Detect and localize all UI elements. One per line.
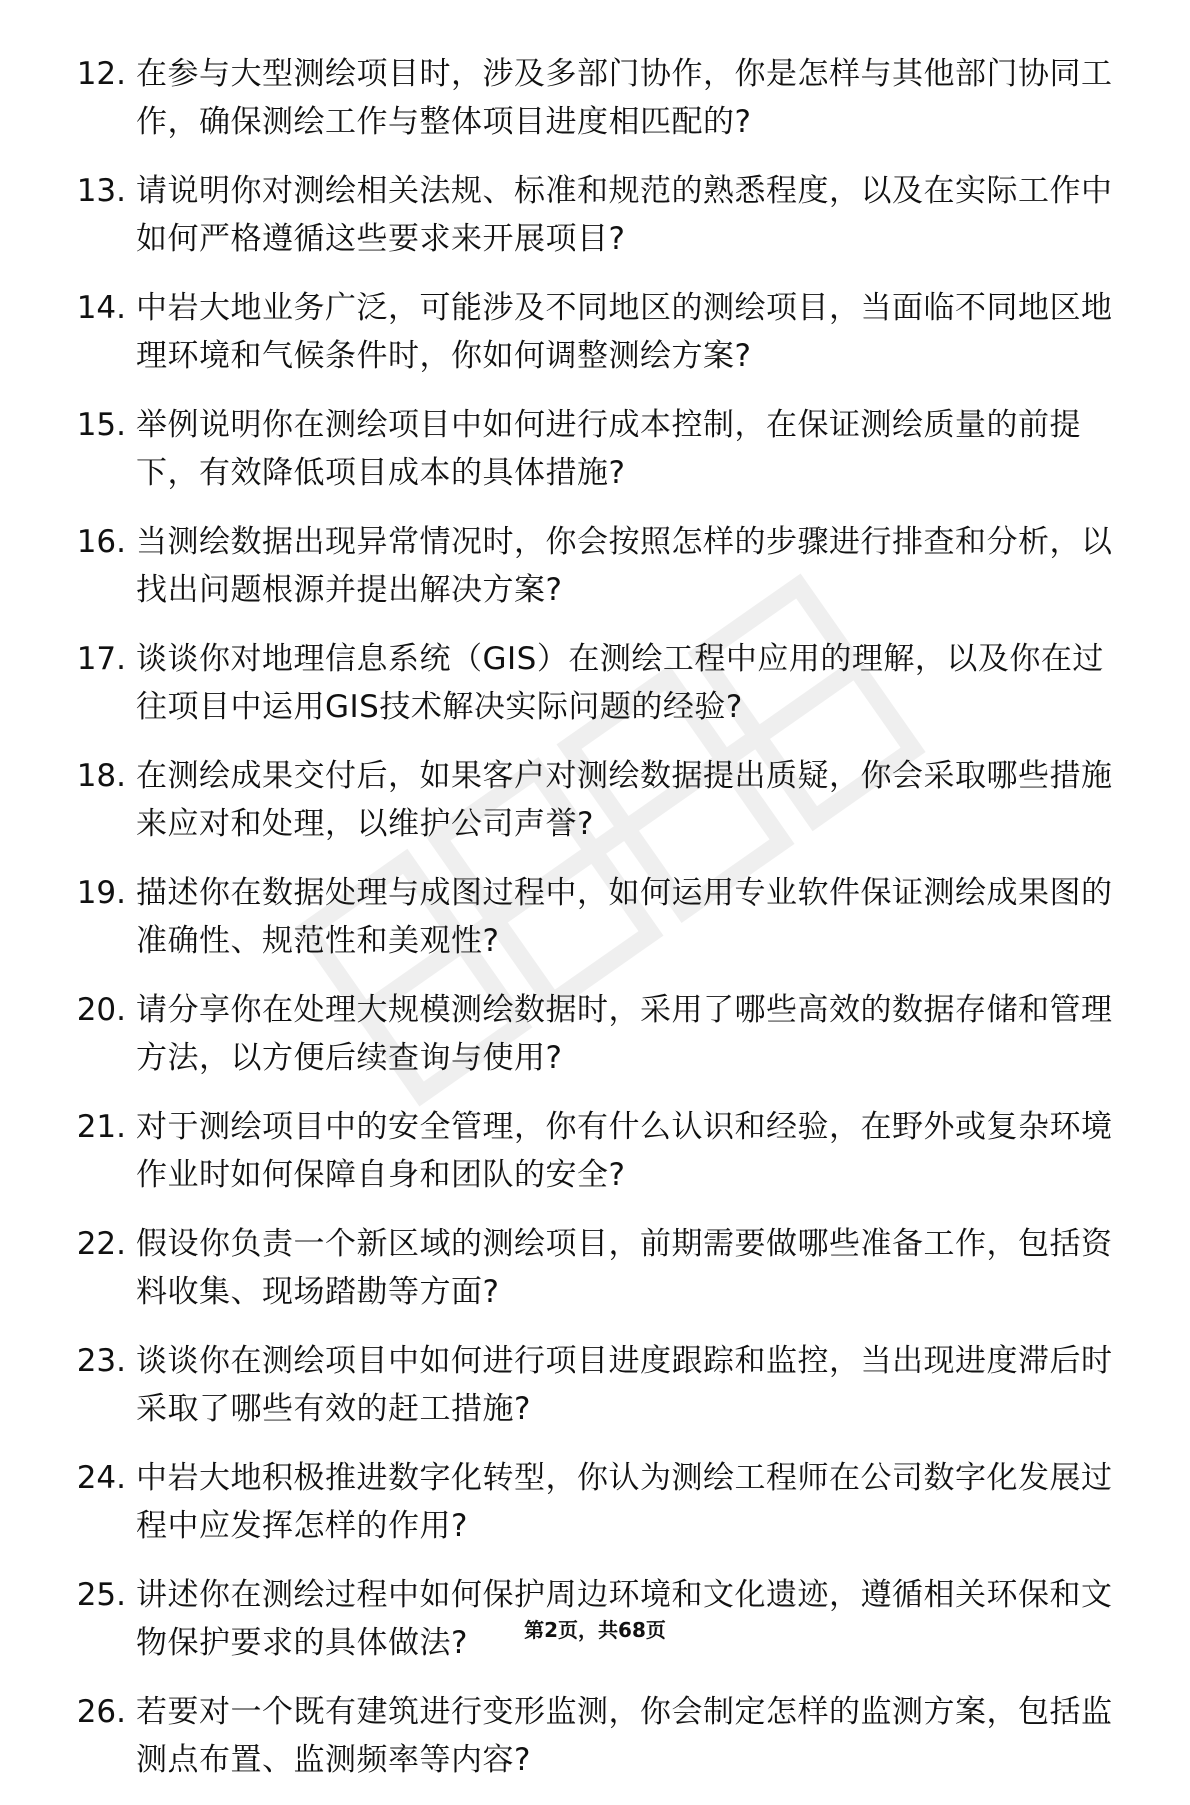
page-footer: 第2页，共68页	[524, 1618, 666, 1642]
question-number: 24.	[76, 1460, 126, 1496]
question-text: 若要对一个既有建筑进行变形监测，你会制定怎样的监测方案，包括监测点布置、监测频率等内容?	[136, 1694, 1113, 1778]
list-item	[58, 635, 1118, 731]
question-text: 当测绘数据出现异常情况时，你会按照怎样的步骤进行排查和分析，以找出问题根源并提出解决方案?	[136, 524, 1113, 608]
list-item	[58, 1220, 1118, 1316]
question-number: 12.	[76, 56, 126, 92]
question-number: 19.	[76, 875, 126, 911]
question-text: 中岩大地积极推进数字化转型，你认为测绘工程师在公司数字化发展过程中应发挥怎样的作用?	[136, 1460, 1113, 1544]
list-item	[58, 1688, 1118, 1784]
question-number: 25.	[76, 1577, 126, 1613]
list-item	[58, 1454, 1118, 1550]
question-text: 请分享你在处理大规模测绘数据时，采用了哪些高效的数据存储和管理方法，以方便后续查询与使用?	[136, 992, 1113, 1076]
question-number: 20.	[76, 992, 126, 1028]
question-number: 13.	[76, 173, 126, 209]
question-text: 请说明你对测绘相关法规、标准和规范的熟悉程度，以及在实际工作中如何严格遵循这些要求来开展项目?	[136, 173, 1113, 257]
question-text: 对于测绘项目中的安全管理，你有什么认识和经验，在野外或复杂环境作业时如何保障自身和团队的安全?	[136, 1109, 1113, 1193]
list-item	[58, 50, 1118, 146]
question-number: 26.	[76, 1694, 126, 1730]
list-item	[58, 1103, 1118, 1199]
question-number: 22.	[76, 1226, 126, 1262]
question-number: 18.	[76, 758, 126, 794]
list-item	[58, 401, 1118, 497]
list-item	[58, 167, 1118, 263]
question-number: 23.	[76, 1343, 126, 1379]
list-item	[58, 518, 1118, 614]
question-text: 假设你负责一个新区域的测绘项目，前期需要做哪些准备工作，包括资料收集、现场踏勘等方面?	[136, 1226, 1113, 1310]
question-text: 谈谈你在测绘项目中如何进行项目进度跟踪和监控，当出现进度滞后时采取了哪些有效的赶工措施?	[136, 1343, 1113, 1427]
question-text: 描述你在数据处理与成图过程中，如何运用专业软件保证测绘成果图的准确性、规范性和美观性?	[136, 875, 1113, 959]
list-item	[58, 284, 1118, 380]
question-number: 16.	[76, 524, 126, 560]
question-text: 在参与大型测绘项目时，涉及多部门协作，你是怎样与其他部门协同工作，确保测绘工作与整体项目进度相匹配的?	[136, 56, 1113, 140]
question-text: 谈谈你对地理信息系统（GIS）在测绘工程中应用的理解，以及你在过往项目中运用GIS技术解决实际问题的经验?	[136, 641, 1104, 725]
list-item	[58, 752, 1118, 848]
question-number: 17.	[76, 641, 126, 677]
question-text: 中岩大地业务广泛，可能涉及不同地区的测绘项目，当面临不同地区地理环境和气候条件时，你如何调整测绘方案?	[136, 290, 1113, 374]
question-number: 14.	[76, 290, 126, 326]
question-text: 在测绘成果交付后，如果客户对测绘数据提出质疑，你会采取哪些措施来应对和处理，以维护公司声誉?	[136, 758, 1113, 842]
question-text: 举例说明你在测绘项目中如何进行成本控制，在保证测绘质量的前提下，有效降低项目成本的具体措施?	[136, 407, 1081, 491]
question-number: 21.	[76, 1109, 126, 1145]
list-item	[58, 986, 1118, 1082]
list-item	[58, 1337, 1118, 1433]
question-list	[58, 50, 1118, 1805]
list-item	[58, 869, 1118, 965]
question-number: 15.	[76, 407, 126, 443]
question-text: 讲述你在测绘过程中如何保护周边环境和文化遗迹，遵循相关环保和文物保护要求的具体做法?	[136, 1577, 1113, 1661]
